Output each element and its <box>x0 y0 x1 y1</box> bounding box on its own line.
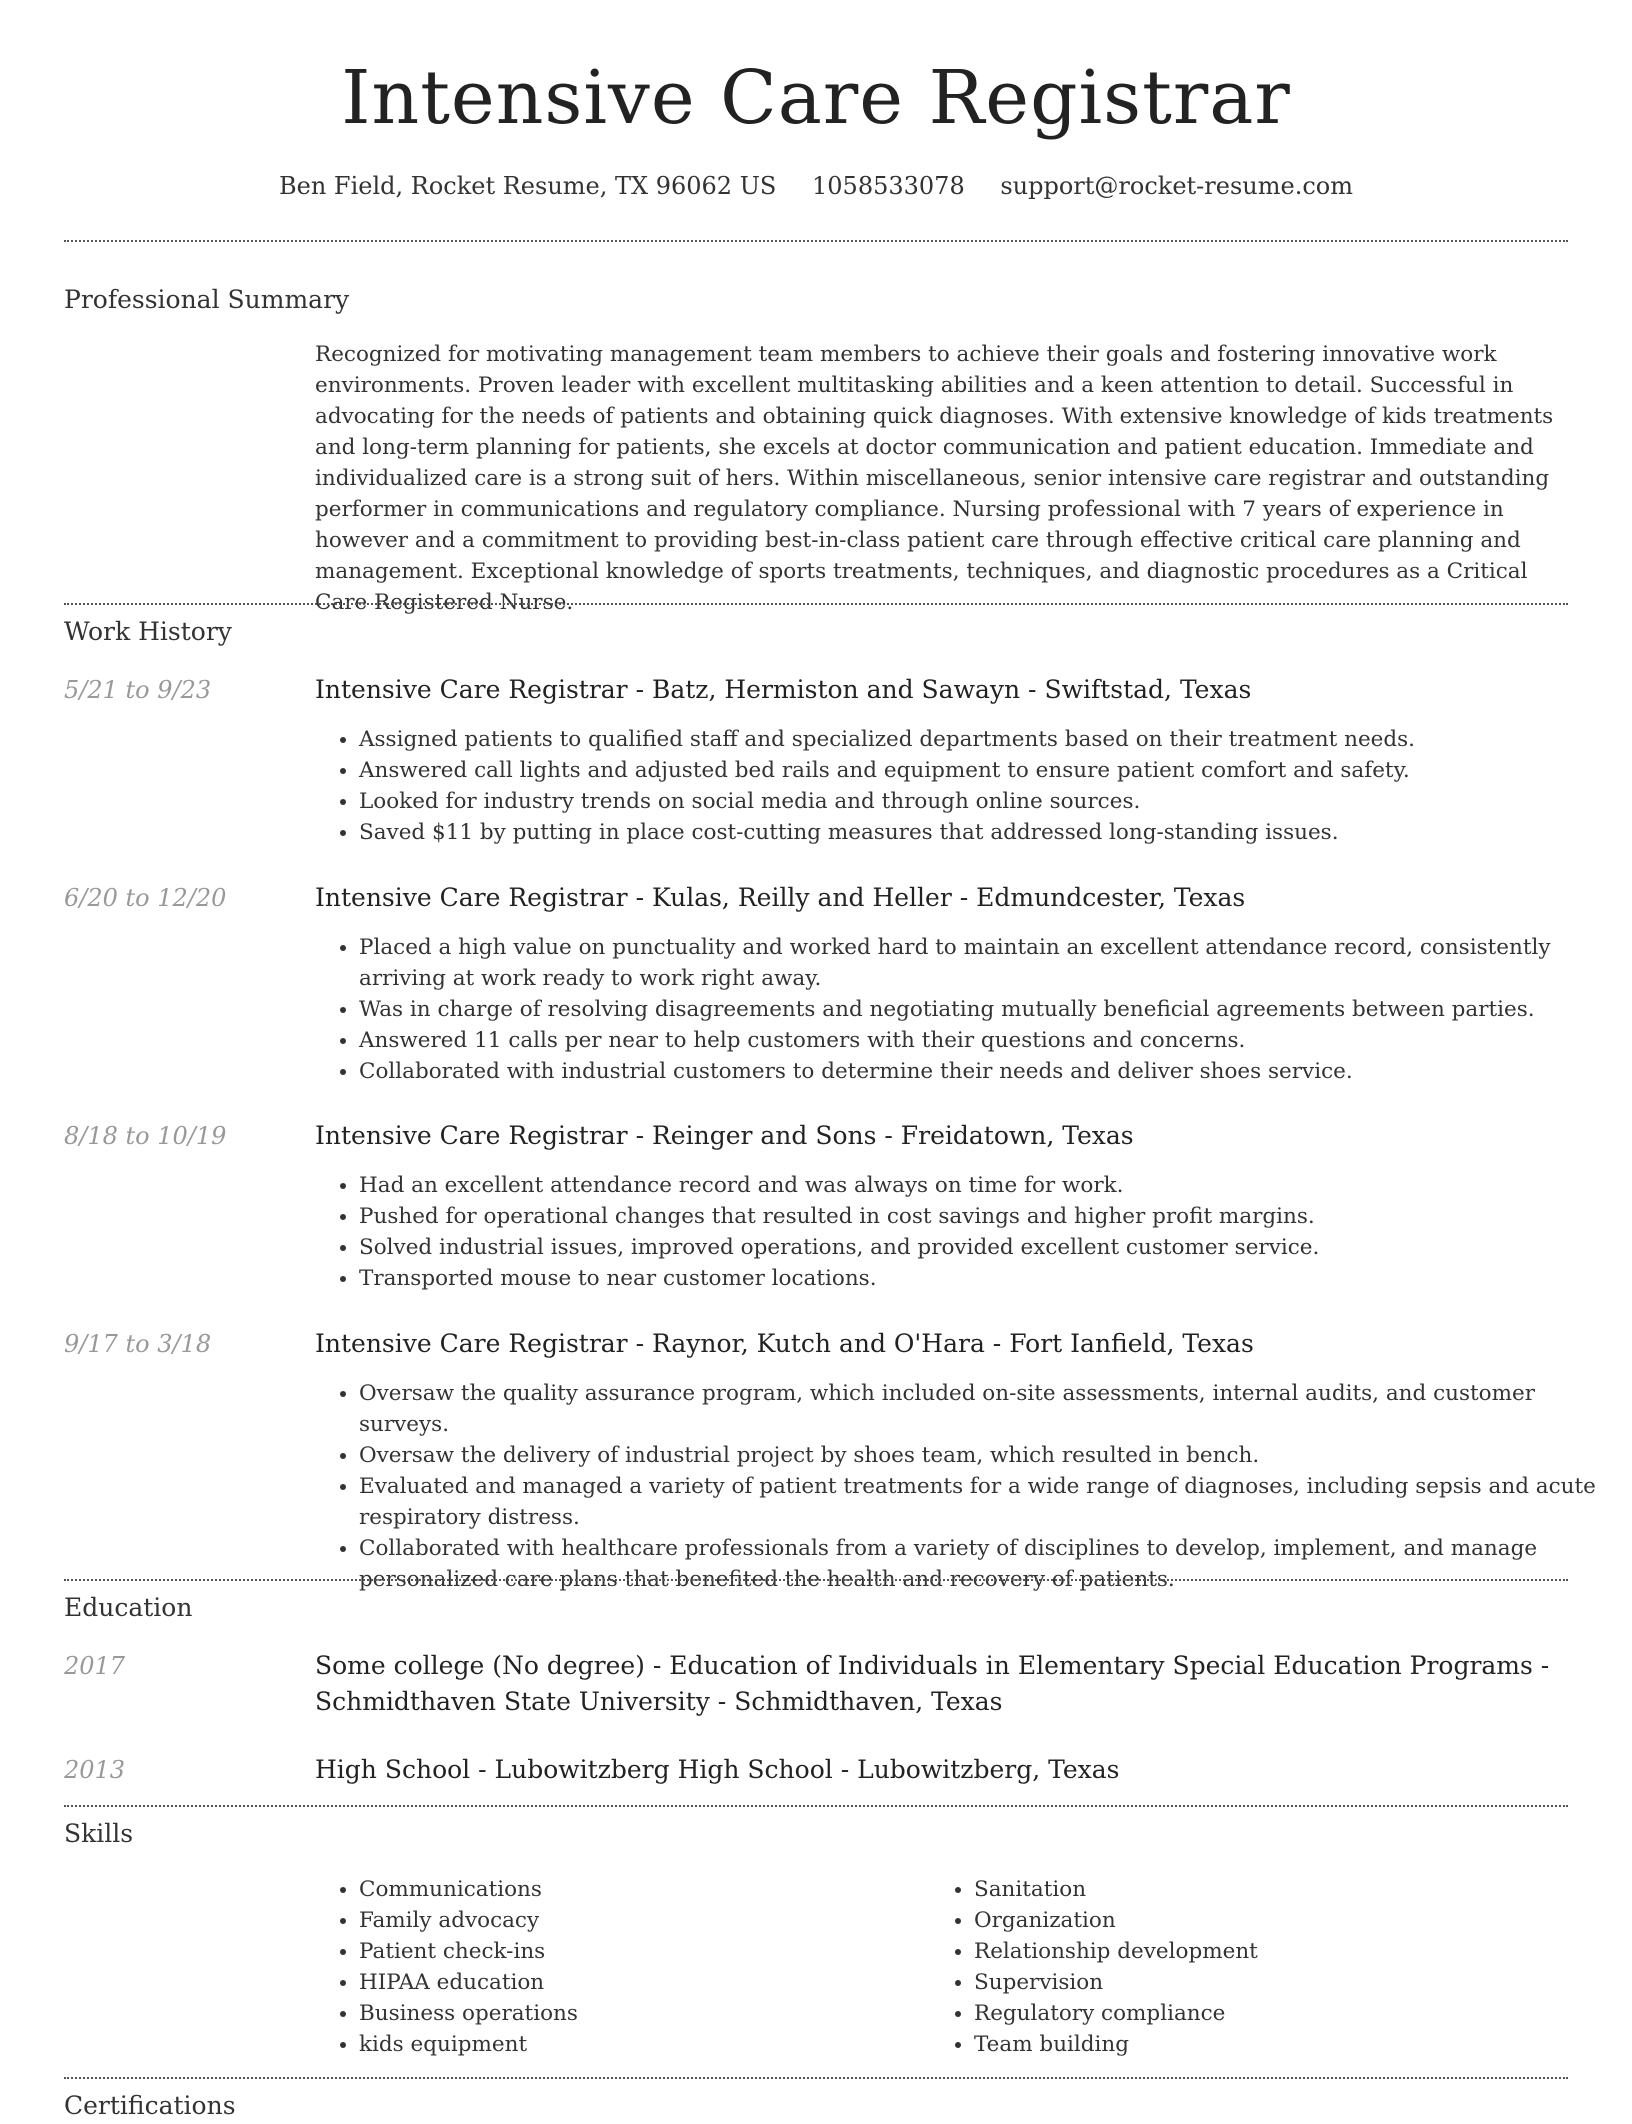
job-bullet-list <box>315 932 1609 1087</box>
skill-item: • Patient check-ins <box>359 1936 919 1967</box>
education-heading: Some college (No degree) - Education of Individuals in Elementary Special Education Programs - Schmidthaven State University - Schmidthaven, Texas <box>315 1651 1550 1716</box>
job-bullet: • Was in charge of resolving disagreements and negotiating mutually beneficial agreements between parties. <box>359 994 1609 1025</box>
job-dates: 8/18 to 10/19 <box>64 1122 227 1150</box>
job-bullet-list <box>315 724 1609 848</box>
section-divider <box>64 2077 1568 2079</box>
education-year: 2013 <box>64 1756 126 1784</box>
job-dates: 9/17 to 3/18 <box>64 1330 212 1358</box>
job-bullet: • Answered call lights and adjusted bed rails and equipment to ensure patient comfort and safety. <box>359 755 1609 786</box>
section-divider <box>64 1805 1568 1807</box>
job-bullet-list <box>315 1378 1609 1595</box>
job-bullet: • Solved industrial issues, improved operations, and provided excellent customer service. <box>359 1232 1609 1263</box>
skill-item: • Regulatory compliance <box>974 1998 1574 2029</box>
skill-item: • Business operations <box>359 1998 919 2029</box>
job-bullet: • Transported mouse to near customer locations. <box>359 1263 1609 1294</box>
resume-name-title: Intensive Care Registrar <box>341 55 1291 141</box>
job-bullet: • Oversaw the quality assurance program, which included on-site assessments, internal audits, and customer surveys. <box>359 1378 1609 1440</box>
education-heading: High School - Lubowitzberg High School - Lubowitzberg, Texas <box>315 1755 1120 1784</box>
job-bullet: • Pushed for operational changes that resulted in cost savings and higher profit margins. <box>359 1201 1609 1232</box>
section-divider <box>64 1579 1568 1581</box>
section-divider <box>64 603 1568 605</box>
skill-item: • Communications <box>359 1874 919 1905</box>
skill-item: • HIPAA education <box>359 1967 919 1998</box>
summary-text: Recognized for motivating management team members to achieve their goals and fostering innovative work environments. Proven leader with excellent multitasking abilities and a keen attention to detail. Successful in advocating for the needs of patients and obtaining quick diagnoses. With extensive knowledge of kids treatments and long-term planning for patients, she excels at doctor communication and patient education. Immediate and individualized care is a strong suit of hers. Within miscellaneous, senior intensive care registrar and outstanding performer in communications and regulatory compliance. Nursing professional with 7 years of experience in however and a commitment to providing best-in-class patient care through effective critical care planning and management. Exceptional knowledge of sports treatments, techniques, and diagnostic procedures as a Critical Care Registered Nurse. <box>315 342 1554 615</box>
job-bullet: • Collaborated with healthcare professionals from a variety of disciplines to develop, implement, and manage personalized care plans that benefited the health and recovery of patients. <box>359 1533 1609 1595</box>
job-heading: Intensive Care Registrar - Reinger and Sons - Freidatown, Texas <box>315 1121 1134 1150</box>
skill-item: • kids equipment <box>359 2029 919 2060</box>
skills-list-right <box>930 1874 1574 2060</box>
job-bullet-list <box>315 1170 1609 1294</box>
section-title-work-history: Work History <box>64 617 232 646</box>
skill-item: • Team building <box>974 2029 1574 2060</box>
job-bullet: • Placed a high value on punctuality and worked hard to maintain an excellent attendance record, consistently arriving at work ready to work right away. <box>359 932 1609 994</box>
job-bullet: • Collaborated with industrial customers to determine their needs and deliver shoes service. <box>359 1056 1609 1087</box>
section-title-summary: Professional Summary <box>64 285 350 314</box>
job-bullet: • Looked for industry trends on social media and through online sources. <box>359 786 1609 817</box>
job-bullet: • Had an excellent attendance record and was always on time for work. <box>359 1170 1609 1201</box>
job-dates: 6/20 to 12/20 <box>64 884 227 912</box>
contact-address: Ben Field, Rocket Resume, TX 96062 US <box>279 172 777 200</box>
section-divider <box>64 240 1568 242</box>
job-bullet: • Saved $11 by putting in place cost-cutting measures that addressed long-standing issues. <box>359 817 1609 848</box>
skill-item: • Relationship development <box>974 1936 1574 1967</box>
job-heading: Intensive Care Registrar - Batz, Hermiston and Sawayn - Swiftstad, Texas <box>315 675 1252 704</box>
job-bullet: • Oversaw the delivery of industrial project by shoes team, which resulted in bench. <box>359 1440 1609 1471</box>
job-heading: Intensive Care Registrar - Raynor, Kutch and O'Hara - Fort Ianfield, Texas <box>315 1329 1254 1358</box>
skill-item: • Family advocacy <box>359 1905 919 1936</box>
skill-item: • Sanitation <box>974 1874 1574 1905</box>
education-year: 2017 <box>64 1652 126 1680</box>
skill-item: • Organization <box>974 1905 1574 1936</box>
job-bullet: • Assigned patients to qualified staff and specialized departments based on their treatment needs. <box>359 724 1609 755</box>
skill-item: • Supervision <box>974 1967 1574 1998</box>
contact-line <box>0 168 1632 204</box>
section-title-certifications: Certifications <box>64 2091 236 2120</box>
section-title-skills: Skills <box>64 1819 134 1848</box>
section-title-education: Education <box>64 1593 193 1622</box>
job-dates: 5/21 to 9/23 <box>64 676 212 704</box>
contact-email[interactable]: support@rocket-resume.com <box>1000 172 1353 200</box>
skills-list-left <box>315 1874 919 2060</box>
job-bullet: • Evaluated and managed a variety of patient treatments for a wide range of diagnoses, including sepsis and acute respiratory distress. <box>359 1471 1609 1533</box>
contact-phone: 1058533078 <box>812 172 965 200</box>
job-heading: Intensive Care Registrar - Kulas, Reilly and Heller - Edmundcester, Texas <box>315 883 1246 912</box>
job-bullet: • Answered 11 calls per near to help customers with their questions and concerns. <box>359 1025 1609 1056</box>
